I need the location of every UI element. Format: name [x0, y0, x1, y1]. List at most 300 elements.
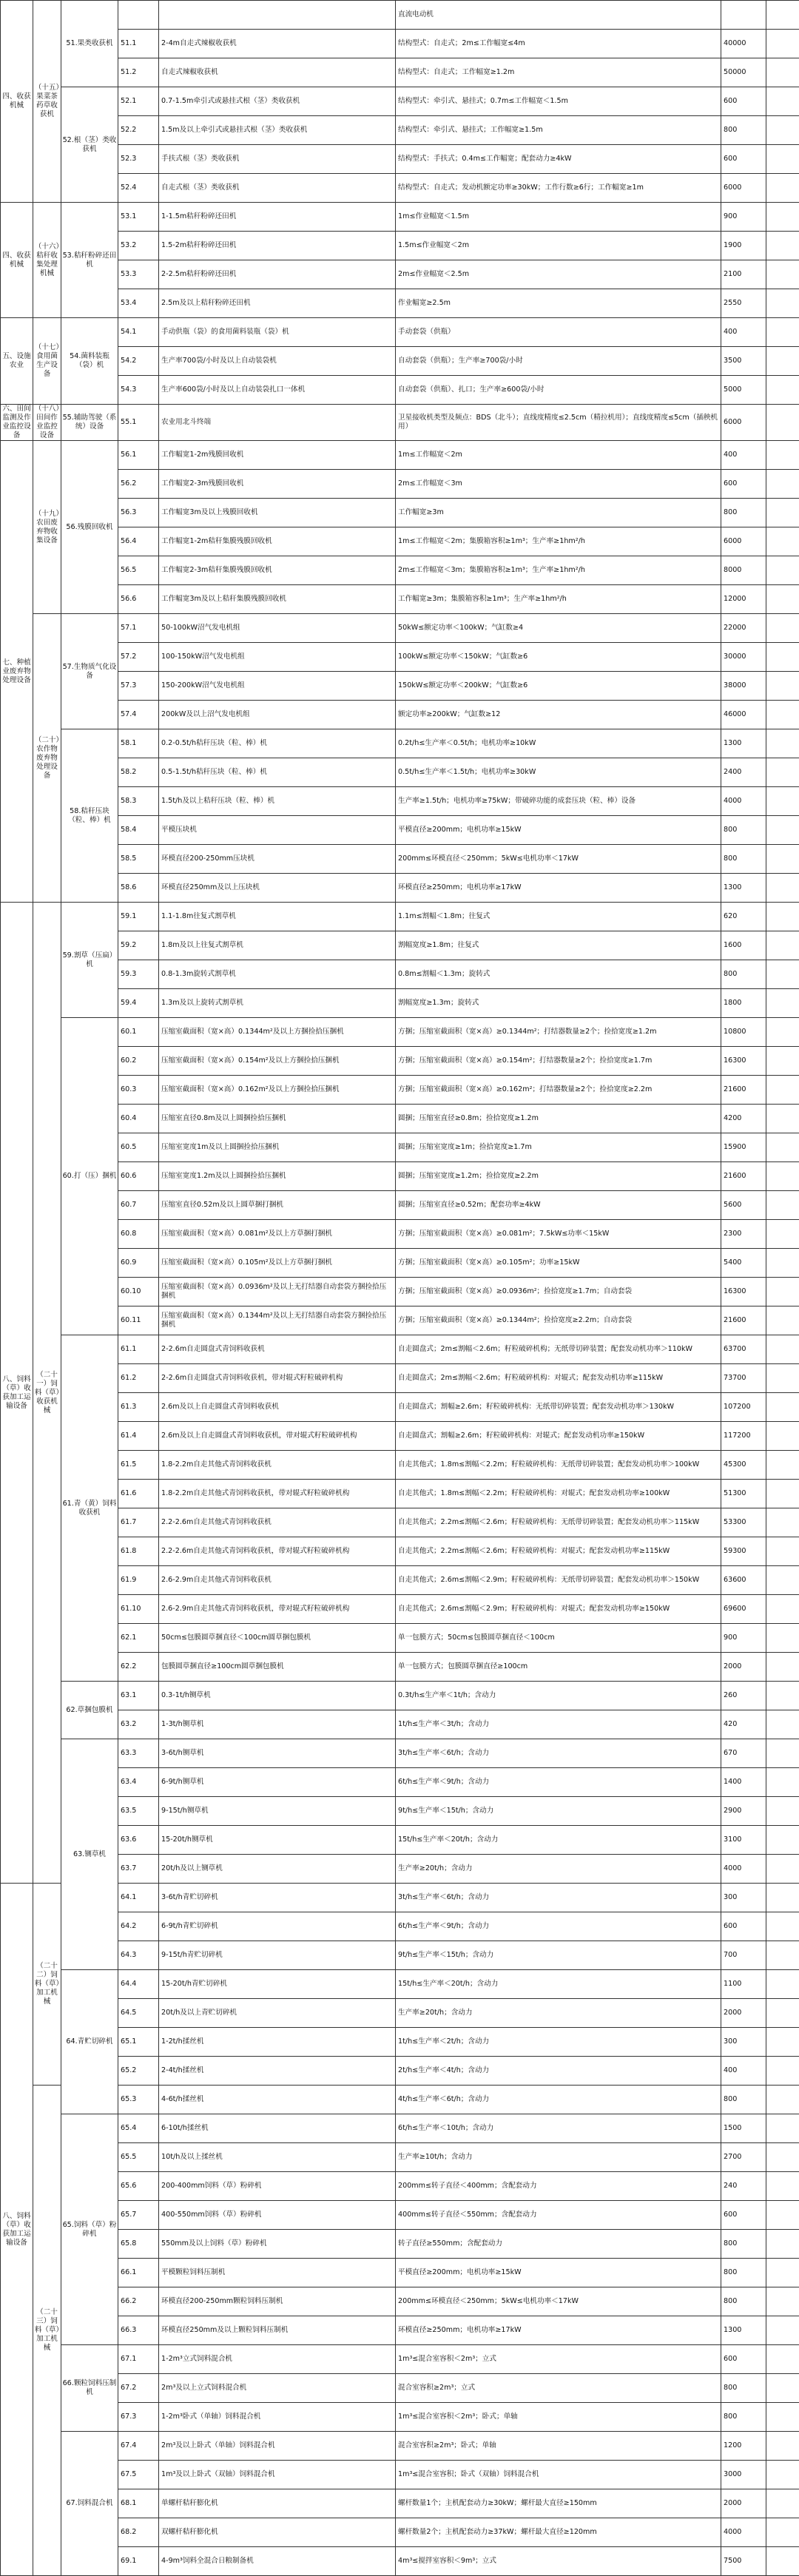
amount-cell: 600 — [721, 470, 766, 499]
spec-cell: 混合室容积≥2m³；卧式；单轴 — [396, 2432, 721, 2461]
spec-cell: 结构型式：自走式；2m≤工作幅宽≤4m — [396, 30, 721, 58]
description-cell: 压缩室截面积（宽×高）0.1344m²及以上无打结器自动套袋方捆捡拾压捆机 — [159, 1306, 396, 1335]
item-name-cell: 54.菌料装瓶（袋）机 — [61, 318, 118, 405]
note-cell — [766, 1364, 799, 1393]
spec-cell: 结构型式：手扶式；0.4m≤工作幅宽；配套动力≥4kW — [396, 145, 721, 174]
description-cell: 15-20t/h青贮切碎机 — [159, 1970, 396, 1999]
spec-cell: 平模直径≥200mm；电机功率≥15kW — [396, 2259, 721, 2287]
code-cell: 69.1 — [118, 2547, 159, 2576]
note-cell — [766, 556, 799, 585]
description-cell: 工作幅宽1-2m残膜回收机 — [159, 441, 396, 470]
description-cell: 自走式辣椒收获机 — [159, 58, 396, 87]
amount-cell: 1900 — [721, 232, 766, 260]
category-cell: 八、饲料（草）收获加工运输设备 — [1, 1884, 33, 2576]
table-row — [1, 1, 799, 30]
amount-cell: 3000 — [721, 2461, 766, 2489]
spec-cell: 环模直径≥250mm；电机功率≥17kW — [396, 2316, 721, 2345]
spec-cell: 自走其他式；1.8m≤割幅＜2.2m；籽粒破碎机构：对辊式；配套发动机功率≥100kW — [396, 1480, 721, 1508]
amount-cell: 800 — [721, 2230, 766, 2259]
table-row — [1, 174, 799, 203]
spec-cell: 自走圆盘式；割幅≥2.6m；籽粒破碎机构：对辊式；配套发动机功率≥150kW — [396, 1422, 721, 1451]
note-cell — [766, 441, 799, 470]
table-row — [1, 1480, 799, 1508]
description-cell: 压缩室截面积（宽×高）0.0936m²及以上无打结器自动套袋方捆捡拾压捆机 — [159, 1278, 396, 1306]
spec-cell: 自走圆盘式；2m≤割幅＜2.6m；籽粒破碎机构：对辊式；配套发动机功率≥115kW — [396, 1364, 721, 1393]
code-cell: 63.2 — [118, 1710, 159, 1739]
spec-cell: 割幅宽度≥1.3m；旋转式 — [396, 989, 721, 1018]
category-cell: 六、田间监测及作业监控设备 — [1, 405, 33, 441]
description-cell: 2.6-2.9m自走其他式青饲料收获机，带对辊式籽粒破碎机构 — [159, 1595, 396, 1624]
amount-cell: 2000 — [721, 1653, 766, 1682]
table-row — [1, 729, 799, 758]
spec-cell: 方捆；压缩室截面积（宽×高）≥0.081m²；7.5kW≤功率＜15kW — [396, 1220, 721, 1249]
amount-cell: 1100 — [721, 1970, 766, 1999]
table-row — [1, 376, 799, 405]
code-cell: 61.8 — [118, 1537, 159, 1566]
description-cell — [159, 1, 396, 30]
note-cell — [766, 1682, 799, 1710]
spec-cell: 9t/h≤生产率＜15t/h；含动力 — [396, 1797, 721, 1826]
description-cell: 环模直径250mm及以上压块机 — [159, 874, 396, 903]
description-cell: 4-6t/h揉丝机 — [159, 2086, 396, 2114]
spec-cell: 方捆；压缩室截面积（宽×高）≥0.162m²；打结器数量≥2个；捡拾宽度≥2.2m — [396, 1076, 721, 1105]
description-cell: 压缩室宽度1.2m及以上圆捆捡拾压捆机 — [159, 1162, 396, 1191]
description-cell: 1-2t/h揉丝机 — [159, 2028, 396, 2057]
amount-cell: 53300 — [721, 1508, 766, 1537]
code-cell: 56.1 — [118, 441, 159, 470]
description-cell: 0.8-1.3m旋转式割草机 — [159, 960, 396, 989]
description-cell: 9-15t/h铡草机 — [159, 1797, 396, 1826]
code-cell: 64.2 — [118, 1912, 159, 1941]
amount-cell: 5000 — [721, 376, 766, 405]
description-cell: 0.3-1t/h铡草机 — [159, 1682, 396, 1710]
description-cell: 15-20t/h铡草机 — [159, 1826, 396, 1855]
description-cell: 20t/h及以上铡草机 — [159, 1855, 396, 1884]
code-cell: 53.4 — [118, 289, 159, 318]
code-cell: 64.4 — [118, 1970, 159, 1999]
description-cell: 200kW及以上沼气发电机组 — [159, 701, 396, 729]
description-cell: 2-2.6m自走圆盘式青饲料收获机，带对辊式籽粒破碎机构 — [159, 1364, 396, 1393]
amount-cell: 45300 — [721, 1451, 766, 1480]
description-cell: 单螺杆秸秆膨化机 — [159, 2489, 396, 2518]
description-cell: 2-4t/h揉丝机 — [159, 2057, 396, 2086]
code-cell: 57.4 — [118, 701, 159, 729]
spec-cell: 2m≤工作幅宽＜3m；集膜箱容积≥1m³；生产率≥1hm²/h — [396, 556, 721, 585]
code-cell: 53.3 — [118, 260, 159, 289]
spec-cell: 单一包膜方式；50cm≤包膜圆草捆直径＜100cm — [396, 1624, 721, 1653]
note-cell — [766, 203, 799, 232]
spec-cell: 6t/h≤生产率＜9t/h；含动力 — [396, 1768, 721, 1797]
amount-cell: 420 — [721, 1710, 766, 1739]
code-cell: 60.10 — [118, 1278, 159, 1306]
table-row — [1, 1970, 799, 1999]
description-cell: 压缩室截面积（宽×高）0.162m²及以上方捆捡拾压捆机 — [159, 1076, 396, 1105]
subcategory-cell: （十九）农田废弃物收集设备 — [33, 441, 61, 614]
table-row — [1, 2547, 799, 2576]
description-cell: 1.5m及以上牵引式或悬挂式根（茎）类收获机 — [159, 116, 396, 145]
table-row — [1, 1393, 799, 1422]
note-cell — [766, 1393, 799, 1422]
table-row — [1, 1133, 799, 1162]
table-row — [1, 499, 799, 527]
description-cell: 环模直径200-250mm颗粒饲料压制机 — [159, 2287, 396, 2316]
item-name-cell: 56.残膜回收机 — [61, 441, 118, 614]
amount-cell: 2400 — [721, 758, 766, 787]
code-cell: 64.5 — [118, 1999, 159, 2028]
amount-cell: 5600 — [721, 1191, 766, 1220]
note-cell — [766, 1306, 799, 1335]
description-cell: 压缩室截面积（宽×高）0.154m²及以上方捆捡拾压捆机 — [159, 1047, 396, 1076]
description-cell: 2.6m及以上自走圆盘式青饲料收获机，带对辊式籽粒破碎机构 — [159, 1422, 396, 1451]
table-row — [1, 2143, 799, 2172]
code-cell: 65.4 — [118, 2114, 159, 2143]
subcategory-cell: （二十三）饲料（草）加工机械 — [33, 2086, 61, 2576]
spec-cell: 工作幅宽≥3m；集膜箱容积≥1m³；生产率≥1hm²/h — [396, 585, 721, 614]
item-name-cell: 67.饲料混合机 — [61, 2432, 118, 2576]
amount-cell: 73700 — [721, 1364, 766, 1393]
note-cell — [766, 1278, 799, 1306]
description-cell: 1.5t/h及以上秸秆压块（粒、棒）机 — [159, 787, 396, 816]
spec-cell: 自动套袋（供瓶）、扎口；生产率≥600袋/小时 — [396, 376, 721, 405]
description-cell: 手动供瓶（袋）的食用菌料装瓶（袋）机 — [159, 318, 396, 347]
amount-cell: 800 — [721, 2086, 766, 2114]
table-row — [1, 260, 799, 289]
spec-cell: 9t/h≤生产率＜15t/h；含动力 — [396, 1941, 721, 1970]
code-cell: 60.1 — [118, 1018, 159, 1047]
note-cell — [766, 470, 799, 499]
note-cell — [766, 30, 799, 58]
table-row — [1, 1855, 799, 1884]
amount-cell: 1300 — [721, 2316, 766, 2345]
amount-cell: 107200 — [721, 1393, 766, 1422]
description-cell: 150-200kW沼气发电机组 — [159, 672, 396, 701]
amount-cell: 7500 — [721, 2547, 766, 2576]
description-cell: 50-100kW沼气发电机组 — [159, 614, 396, 643]
description-cell: 包膜圆草捆直径≥100cm圆草捆包膜机 — [159, 1653, 396, 1682]
amount-cell: 3500 — [721, 347, 766, 376]
code-cell: 56.3 — [118, 499, 159, 527]
amount-cell: 800 — [721, 2287, 766, 2316]
item-name-cell: 57.生物质气化设备 — [61, 614, 118, 729]
item-name-cell: 58.秸秆压块（粒、棒）机 — [61, 729, 118, 903]
amount-cell: 15900 — [721, 1133, 766, 1162]
spec-cell: 3t/h≤生产率＜6t/h；含动力 — [396, 1739, 721, 1768]
description-cell: 生产率700袋/小时及以上自动装袋机 — [159, 347, 396, 376]
spec-cell: 自走其他式；1.8m≤割幅＜2.2m；籽粒破碎机构：无纸带切碎装置；配套发动机功率＞100kW — [396, 1451, 721, 1480]
item-name-cell: 64.青贮切碎机 — [61, 1970, 118, 2114]
table-row — [1, 2201, 799, 2230]
category-cell: 八、饲料（草）收获加工运输设备 — [1, 903, 33, 1884]
item-name-cell: 62.草捆包膜机 — [61, 1682, 118, 1739]
note-cell — [766, 2316, 799, 2345]
note-cell — [766, 2172, 799, 2201]
description-cell: 1-2m³卧式（单轴）饲料混合机 — [159, 2403, 396, 2432]
table-row — [1, 441, 799, 470]
description-cell: 2.5m及以上秸秆粉碎还田机 — [159, 289, 396, 318]
note-cell — [766, 1335, 799, 1364]
code-cell: 67.5 — [118, 2461, 159, 2489]
spec-cell: 400mm≤转子直径＜550mm；含配套动力 — [396, 2201, 721, 2230]
note-cell — [766, 585, 799, 614]
code-cell: 62.2 — [118, 1653, 159, 1682]
table-row — [1, 203, 799, 232]
code-cell: 60.9 — [118, 1249, 159, 1278]
note-cell — [766, 1537, 799, 1566]
description-cell: 3-6t/h铡草机 — [159, 1739, 396, 1768]
description-cell: 2-2.5m秸秆粉碎还田机 — [159, 260, 396, 289]
amount-cell: 1400 — [721, 1768, 766, 1797]
note-cell — [766, 874, 799, 903]
item-name-cell: 52.根（茎）类收获机 — [61, 87, 118, 203]
description-cell: 20t/h及以上青贮切碎机 — [159, 1999, 396, 2028]
description-cell: 平模压块机 — [159, 816, 396, 845]
amount-cell: 900 — [721, 1624, 766, 1653]
description-cell: 2.6m及以上自走圆盘式青饲料收获机 — [159, 1393, 396, 1422]
description-cell: 1-3t/h铡草机 — [159, 1710, 396, 1739]
note-cell — [766, 1653, 799, 1682]
code-cell: 57.3 — [118, 672, 159, 701]
code-cell: 58.3 — [118, 787, 159, 816]
amount-cell: 1300 — [721, 729, 766, 758]
amount-cell: 51300 — [721, 1480, 766, 1508]
table-row — [1, 2287, 799, 2316]
table-row — [1, 2172, 799, 2201]
spec-cell: 螺杆数量1个；主机配套动力≥30kW；螺杆最大直径≥150mm — [396, 2489, 721, 2518]
note-cell — [766, 1105, 799, 1133]
note-cell — [766, 1133, 799, 1162]
table-row — [1, 1768, 799, 1797]
note-cell — [766, 1162, 799, 1191]
description-cell: 4-9m³饲料全混合日粮制备机 — [159, 2547, 396, 2576]
amount-cell: 6000 — [721, 174, 766, 203]
table-row — [1, 2028, 799, 2057]
description-cell: 2m³及以上卧式（单轴）饲料混合机 — [159, 2432, 396, 2461]
note-cell — [766, 1018, 799, 1047]
note-cell — [766, 405, 799, 441]
code-cell: 60.3 — [118, 1076, 159, 1105]
spec-cell: 3t/h≤生产率＜6t/h；含动力 — [396, 1884, 721, 1912]
code-cell: 60.8 — [118, 1220, 159, 1249]
code-cell: 60.4 — [118, 1105, 159, 1133]
spec-cell: 卫星接收机类型及频点：BDS（北斗）；直线度精度≤2.5cm（精拉机用）；直线度精度≤5cm（插秧机用） — [396, 405, 721, 441]
description-cell: 环模直径200-250mm压块机 — [159, 845, 396, 874]
table-row — [1, 2316, 799, 2345]
spec-cell: 直流电动机 — [396, 1, 721, 30]
code-cell: 65.2 — [118, 2057, 159, 2086]
table-row — [1, 787, 799, 816]
table-row — [1, 1306, 799, 1335]
note-cell — [766, 1768, 799, 1797]
amount-cell: 1200 — [721, 2432, 766, 2461]
description-cell: 压缩室直径0.8m及以上圆捆捡拾压捆机 — [159, 1105, 396, 1133]
amount-cell: 59300 — [721, 1537, 766, 1566]
spec-cell: 工作幅宽≥3m — [396, 499, 721, 527]
item-name-cell: 61.青（黄）饲料收获机 — [61, 1335, 118, 1682]
code-cell: 56.2 — [118, 470, 159, 499]
description-cell: 10t/h及以上揉丝机 — [159, 2143, 396, 2172]
amount-cell: 16300 — [721, 1278, 766, 1306]
note-cell — [766, 960, 799, 989]
table-row — [1, 1682, 799, 1710]
code-cell: 63.6 — [118, 1826, 159, 1855]
amount-cell: 260 — [721, 1682, 766, 1710]
amount-cell: 800 — [721, 960, 766, 989]
description-cell: 手扶式根（茎）类收获机 — [159, 145, 396, 174]
code-cell: 65.3 — [118, 2086, 159, 2114]
table-row — [1, 2230, 799, 2259]
note-cell — [766, 1508, 799, 1537]
spec-cell: 圆捆；压缩室宽度≥1.2m；捡拾宽度≥2.2m — [396, 1162, 721, 1191]
amount-cell: 8000 — [721, 556, 766, 585]
table-row — [1, 1884, 799, 1912]
note-cell — [766, 1191, 799, 1220]
amount-cell: 1300 — [721, 874, 766, 903]
code-cell: 63.4 — [118, 1768, 159, 1797]
note-cell — [766, 2086, 799, 2114]
code-cell: 58.6 — [118, 874, 159, 903]
amount-cell: 2550 — [721, 289, 766, 318]
spec-cell: 4m³≤搅拌室容积＜9m³；立式 — [396, 2547, 721, 2576]
spec-cell: 自走其他式；2.6m≤割幅＜2.9m；籽粒破碎机构：对辊式；配套发动机功率≥150kW — [396, 1595, 721, 1624]
amount-cell: 63700 — [721, 1335, 766, 1364]
amount-cell: 620 — [721, 903, 766, 931]
spec-cell: 50kW≤额定功率＜100kW；气缸数≥4 — [396, 614, 721, 643]
code-cell: 58.5 — [118, 845, 159, 874]
table-row — [1, 1364, 799, 1393]
description-cell: 1.8-2.2m自走其他式青饲料收获机 — [159, 1451, 396, 1480]
table-row — [1, 1076, 799, 1105]
spec-cell: 2m≤工作幅宽＜3m — [396, 470, 721, 499]
amount-cell: 21600 — [721, 1162, 766, 1191]
note-cell — [766, 376, 799, 405]
code-cell: 56.5 — [118, 556, 159, 585]
note-cell — [766, 1451, 799, 1480]
spec-cell: 割幅宽度≥1.8m；往复式 — [396, 931, 721, 960]
amount-cell: 2000 — [721, 2489, 766, 2518]
code-cell: 66.2 — [118, 2287, 159, 2316]
spec-cell: 生产率≥10t/h；含动力 — [396, 2143, 721, 2172]
note-cell — [766, 2201, 799, 2230]
description-cell: 1.8m及以上往复式割草机 — [159, 931, 396, 960]
table-row — [1, 1595, 799, 1624]
table-row — [1, 556, 799, 585]
item-name-cell: 63.铡草机 — [61, 1739, 118, 1970]
code-cell: 59.2 — [118, 931, 159, 960]
category-cell: 四、收获机械 — [1, 1, 33, 203]
spec-cell: 1m≤作业幅宽＜1.5m — [396, 203, 721, 232]
note-cell — [766, 499, 799, 527]
code-cell: 66.3 — [118, 2316, 159, 2345]
note-cell — [766, 2345, 799, 2374]
code-cell: 61.6 — [118, 1480, 159, 1508]
table-row — [1, 145, 799, 174]
description-cell: 双螺杆秸秆膨化机 — [159, 2518, 396, 2547]
code-cell: 65.6 — [118, 2172, 159, 2201]
table-row — [1, 318, 799, 347]
table-row — [1, 672, 799, 701]
description-cell: 6-10t/h揉丝机 — [159, 2114, 396, 2143]
amount-cell: 10800 — [721, 1018, 766, 1047]
table-row — [1, 58, 799, 87]
amount-cell: 38000 — [721, 672, 766, 701]
note-cell — [766, 1739, 799, 1768]
amount-cell: 240 — [721, 2172, 766, 2201]
code-cell — [118, 1, 159, 30]
description-cell: 压缩室直径0.52m及以上圆草捆打捆机 — [159, 1191, 396, 1220]
note-cell — [766, 174, 799, 203]
note-cell — [766, 1941, 799, 1970]
note-cell — [766, 318, 799, 347]
spec-cell: 圆捆；压缩室直径≥0.52m；配套功率≥4kW — [396, 1191, 721, 1220]
note-cell — [766, 289, 799, 318]
table-row — [1, 1162, 799, 1191]
table-row — [1, 527, 799, 556]
amount-cell: 800 — [721, 845, 766, 874]
note-cell — [766, 1855, 799, 1884]
table-row — [1, 1508, 799, 1537]
note-cell — [766, 2518, 799, 2547]
amount-cell: 300 — [721, 1884, 766, 1912]
table-row — [1, 2403, 799, 2432]
amount-cell: 600 — [721, 145, 766, 174]
note-cell — [766, 1826, 799, 1855]
spec-cell: 1m≤工作幅宽＜2m；集膜箱容积≥1m³；生产率≥1hm²/h — [396, 527, 721, 556]
note-cell — [766, 2143, 799, 2172]
code-cell: 68.2 — [118, 2518, 159, 2547]
description-cell: 3-6t/h青贮切碎机 — [159, 1884, 396, 1912]
table-row — [1, 347, 799, 376]
amount-cell: 300 — [721, 2028, 766, 2057]
amount-cell: 2900 — [721, 1797, 766, 1826]
item-name-cell: 51.果类收获机 — [61, 1, 118, 87]
table-row — [1, 758, 799, 787]
table-row — [1, 1191, 799, 1220]
note-cell — [766, 347, 799, 376]
table-row — [1, 1739, 799, 1768]
item-name-cell: 59.割草（压扁）机 — [61, 903, 118, 1018]
table-row — [1, 116, 799, 145]
table-row — [1, 1249, 799, 1278]
note-cell — [766, 1566, 799, 1595]
amount-cell: 30000 — [721, 643, 766, 672]
code-cell: 52.3 — [118, 145, 159, 174]
table-row — [1, 960, 799, 989]
amount-cell: 21600 — [721, 1306, 766, 1335]
spec-cell: 自走圆盘式；2m≤割幅＜2.6m；籽粒破碎机构；无纸带切碎装置；配套发动机功率＞110kW — [396, 1335, 721, 1364]
spec-cell: 200mm≤环模直径＜250mm；5kW≤电机功率＜17kW — [396, 845, 721, 874]
note-cell — [766, 2461, 799, 2489]
table-row — [1, 1105, 799, 1133]
description-cell: 0.2-0.5t/h秸秆压块（粒、棒）机 — [159, 729, 396, 758]
description-cell: 1-2m³立式饲料混合机 — [159, 2345, 396, 2374]
code-cell: 58.4 — [118, 816, 159, 845]
code-cell: 63.7 — [118, 1855, 159, 1884]
description-cell: 550mm及以上饲料（草）粉碎机 — [159, 2230, 396, 2259]
code-cell: 61.7 — [118, 1508, 159, 1537]
amount-cell: 16300 — [721, 1047, 766, 1076]
spec-cell: 混合室容积≥2m³；立式 — [396, 2374, 721, 2403]
note-cell — [766, 2403, 799, 2432]
spec-cell: 结构型式：牵引式、悬挂式；工作幅宽≥1.5m — [396, 116, 721, 145]
code-cell: 61.9 — [118, 1566, 159, 1595]
subcategory-cell: （十五）果菜茶药草收获机 — [33, 1, 61, 203]
code-cell: 54.1 — [118, 318, 159, 347]
code-cell: 61.10 — [118, 1595, 159, 1624]
table-row — [1, 1826, 799, 1855]
amount-cell: 2100 — [721, 260, 766, 289]
code-cell: 58.2 — [118, 758, 159, 787]
subcategory-cell: （二十二）饲料（草）加工机械 — [33, 1884, 61, 2086]
